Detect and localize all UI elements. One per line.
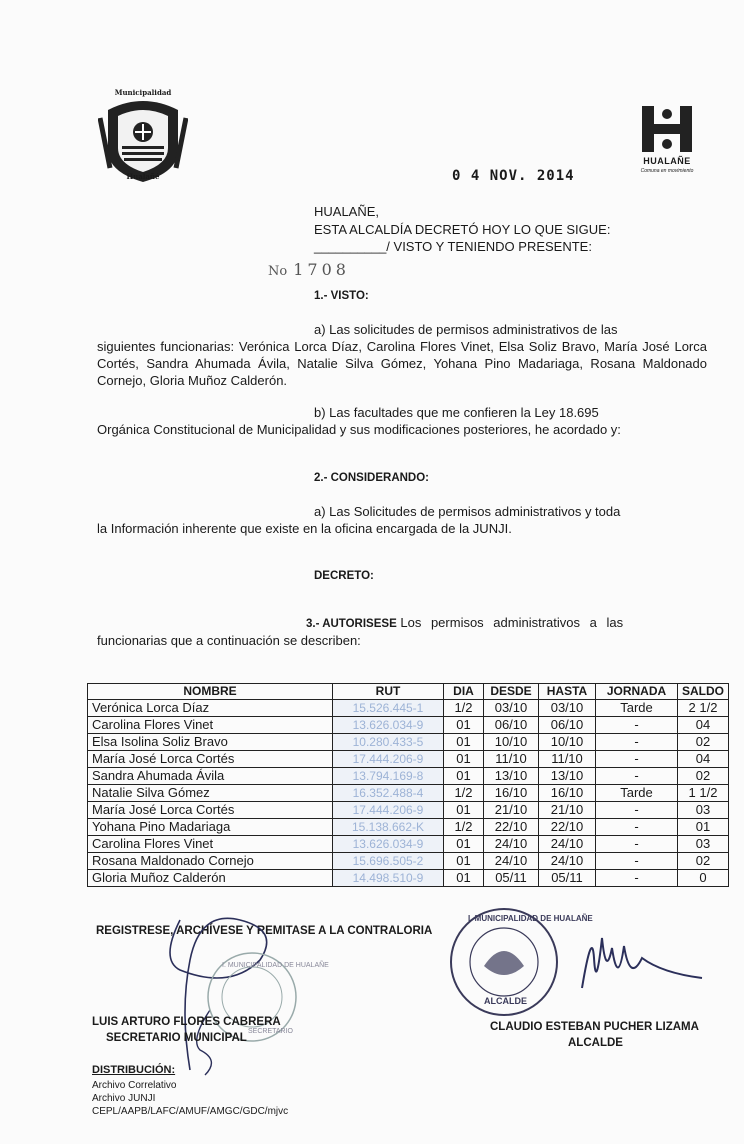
cell-hasta: 11/10: [539, 751, 596, 768]
cell-rut: 17.444.206-9: [333, 802, 444, 819]
header-jornada: JORNADA: [596, 684, 678, 700]
cell-jornada: -: [596, 819, 678, 836]
mayor-title: ALCALDE: [568, 1037, 623, 1049]
cell-jornada: -: [596, 751, 678, 768]
cell-jornada: -: [596, 768, 678, 785]
cell-hasta: 10/10: [539, 734, 596, 751]
cell-nombre: María José Lorca Cortés: [88, 751, 333, 768]
cell-hasta: 16/10: [539, 785, 596, 802]
cell-nombre: Verónica Lorca Díaz: [88, 700, 333, 717]
header-rut: RUT: [333, 684, 444, 700]
secretary-seal-bottom-text: SECRETARIO: [248, 1028, 293, 1035]
cell-hasta: 05/11: [539, 870, 596, 887]
cell-nombre: Yohana Pino Madariaga: [88, 819, 333, 836]
table-row: [88, 768, 729, 785]
hualane-logo-icon: [636, 104, 698, 154]
cell-jornada: -: [596, 870, 678, 887]
mayor-seal-bottom-text: ALCALDE: [484, 996, 527, 1006]
header-dia: DIA: [444, 684, 484, 700]
cell-hasta: 22/10: [539, 819, 596, 836]
cell-saldo: 1 1/2: [678, 785, 729, 802]
secretary-title: SECRETARIO MUNICIPAL: [106, 1032, 247, 1044]
cell-saldo: 03: [678, 802, 729, 819]
crest-top-label: Municipalidad: [114, 88, 172, 97]
cell-dia: 1/2: [444, 700, 484, 717]
visto-heading: 1.- VISTO:: [314, 290, 369, 302]
cell-desde: 03/10: [484, 700, 539, 717]
cell-nombre: Carolina Flores Vinet: [88, 836, 333, 853]
considerando-heading: 2.- CONSIDERANDO:: [314, 472, 430, 484]
decreto-heading: DECRETO:: [314, 570, 374, 582]
mayor-name: CLAUDIO ESTEBAN PUCHER LIZAMA: [490, 1021, 699, 1033]
table-row: [88, 836, 729, 853]
decreto-point-3-first-line: Los permisos administrativos a las: [400, 615, 624, 630]
cell-nombre: Carolina Flores Vinet: [88, 717, 333, 734]
cell-dia: 01: [444, 751, 484, 768]
cell-dia: 01: [444, 870, 484, 887]
cell-desde: 24/10: [484, 853, 539, 870]
cell-desde: 21/10: [484, 802, 539, 819]
cell-dia: 01: [444, 802, 484, 819]
cell-dia: 1/2: [444, 819, 484, 836]
cell-dia: 01: [444, 734, 484, 751]
mayor-seal-top-text: I. MUNICIPALIDAD DE HUALAÑE: [468, 914, 593, 923]
table-row: [88, 734, 729, 751]
cell-hasta: 13/10: [539, 768, 596, 785]
cell-saldo: 02: [678, 853, 729, 870]
cell-rut: 15.526.445-1: [333, 700, 444, 717]
intro-line-2: ESTA ALCALDÍA DECRETÓ HOY LO QUE SIGUE:: [314, 222, 611, 237]
cell-hasta: 24/10: [539, 853, 596, 870]
cell-saldo: 0: [678, 870, 729, 887]
table-row: [88, 870, 729, 887]
cell-hasta: 24/10: [539, 836, 596, 853]
table-row: [88, 717, 729, 734]
cell-dia: 01: [444, 853, 484, 870]
cell-desde: 16/10: [484, 785, 539, 802]
crest-bottom-label: Hualañé: [126, 172, 160, 181]
decreto-point-3: [306, 615, 706, 630]
cell-hasta: 06/10: [539, 717, 596, 734]
cell-nombre: Sandra Ahumada Ávila: [88, 768, 333, 785]
table-row: [88, 819, 729, 836]
cell-rut: 10.280.433-5: [333, 734, 444, 751]
intro-line-1: HUALAÑE,: [314, 204, 380, 219]
mayor-signature-icon: [572, 918, 712, 998]
cell-nombre: Rosana Maldonado Cornejo: [88, 853, 333, 870]
distribution-line-1: Archivo Correlativo: [92, 1080, 177, 1091]
cell-desde: 11/10: [484, 751, 539, 768]
visto-b-paragraph: Orgánica Constitucional de Municipalidad y sus modificaciones posteriores, he acordado y:: [97, 422, 621, 437]
cell-desde: 06/10: [484, 717, 539, 734]
cell-nombre: Elsa Isolina Soliz Bravo: [88, 734, 333, 751]
distribution-line-2: Archivo JUNJI: [92, 1093, 156, 1104]
date-stamp: 0 4 NOV. 2014: [452, 168, 575, 184]
cell-jornada: -: [596, 853, 678, 870]
visto-a-first-line: a) Las solicitudes de permisos administrativos de las: [314, 322, 618, 337]
cell-rut: 17.444.206-9: [333, 751, 444, 768]
decree-number-value: 1708: [293, 260, 350, 279]
cell-rut: 13.626.034-9: [333, 836, 444, 853]
secretary-name: LUIS ARTURO FLORES CABRERA: [92, 1016, 281, 1028]
cell-desde: 10/10: [484, 734, 539, 751]
intro-line-3: __________/ VISTO Y TENIENDO PRESENTE:: [314, 239, 592, 254]
cell-rut: 13.794.169-8: [333, 768, 444, 785]
cell-hasta: 03/10: [539, 700, 596, 717]
table-row: [88, 785, 729, 802]
cell-saldo: 04: [678, 717, 729, 734]
table-row: [88, 700, 729, 717]
cell-nombre: Natalie Silva Gómez: [88, 785, 333, 802]
closing-registry-text: REGISTRESE, ARCHÍVESE Y REMITASE A LA CONTRALORIA: [96, 925, 433, 937]
header-desde: DESDE: [484, 684, 539, 700]
table-header-row: [88, 684, 729, 700]
cell-jornada: Tarde: [596, 785, 678, 802]
cell-jornada: -: [596, 802, 678, 819]
cell-saldo: 03: [678, 836, 729, 853]
cell-jornada: Tarde: [596, 700, 678, 717]
secretary-seal-top-text: I. MUNICIPALIDAD DE HUALAÑE: [222, 962, 329, 969]
cell-saldo: 02: [678, 734, 729, 751]
cell-saldo: 04: [678, 751, 729, 768]
cell-jornada: -: [596, 734, 678, 751]
decreto-point-3-rest: funcionarias que a continuación se describen:: [97, 633, 361, 648]
distribution-line-3: CEPL/AAPB/LAFC/AMUF/AMGC/GDC/mjvc: [92, 1106, 289, 1117]
cell-nombre: Gloria Muñoz Calderón: [88, 870, 333, 887]
distribution-heading: DISTRIBUCIÓN:: [92, 1064, 176, 1076]
considerando-a-first-line: a) Las Solicitudes de permisos administrativos y toda: [314, 504, 621, 519]
cell-hasta: 21/10: [539, 802, 596, 819]
permissions-table: [87, 683, 729, 887]
cell-rut: 14.498.510-9: [333, 870, 444, 887]
cell-rut: 15.696.505-2: [333, 853, 444, 870]
visto-b-first-line: b) Las facultades que me confieren la Ley 18.695: [314, 405, 599, 420]
header-saldo: SALDO: [678, 684, 729, 700]
visto-a-paragraph: siguientes funcionarias: Verónica Lorca Díaz, Carolina Flores Vinet, Elsa Soliz Bravo, María José Lorca Cortés, Sandra Ahumada Ávila, Natalie Silva Gómez, Yohana Pino Madariaga, Rosana Maldonado Cornejo, Gloria Muñoz Calderón.: [97, 339, 707, 388]
header-nombre: NOMBRE: [88, 684, 333, 700]
logo-name: HUALAÑE: [643, 156, 691, 166]
decree-number-prefix: No: [268, 264, 288, 279]
header-hasta: HASTA: [539, 684, 596, 700]
cell-rut: 15.138.662-K: [333, 819, 444, 836]
cell-desde: 22/10: [484, 819, 539, 836]
cell-rut: 13.626.034-9: [333, 717, 444, 734]
cell-jornada: -: [596, 717, 678, 734]
logo-slogan: Comuna en movimiento: [640, 168, 694, 174]
considerando-a-paragraph: la Información inherente que existe en la oficina encargada de la JUNJI.: [97, 521, 512, 536]
decree-number: [268, 260, 350, 279]
cell-dia: 1/2: [444, 785, 484, 802]
cell-saldo: 01: [678, 819, 729, 836]
cell-saldo: 2 1/2: [678, 700, 729, 717]
table-row: [88, 802, 729, 819]
cell-jornada: -: [596, 836, 678, 853]
cell-desde: 24/10: [484, 836, 539, 853]
cell-dia: 01: [444, 717, 484, 734]
cell-dia: 01: [444, 836, 484, 853]
table-row: [88, 853, 729, 870]
cell-saldo: 02: [678, 768, 729, 785]
cell-desde: 13/10: [484, 768, 539, 785]
decreto-point-3-label: 3.- AUTORISESE: [306, 618, 397, 630]
table-row: [88, 751, 729, 768]
cell-rut: 16.352.488-4: [333, 785, 444, 802]
cell-desde: 05/11: [484, 870, 539, 887]
cell-dia: 01: [444, 768, 484, 785]
cell-nombre: María José Lorca Cortés: [88, 802, 333, 819]
